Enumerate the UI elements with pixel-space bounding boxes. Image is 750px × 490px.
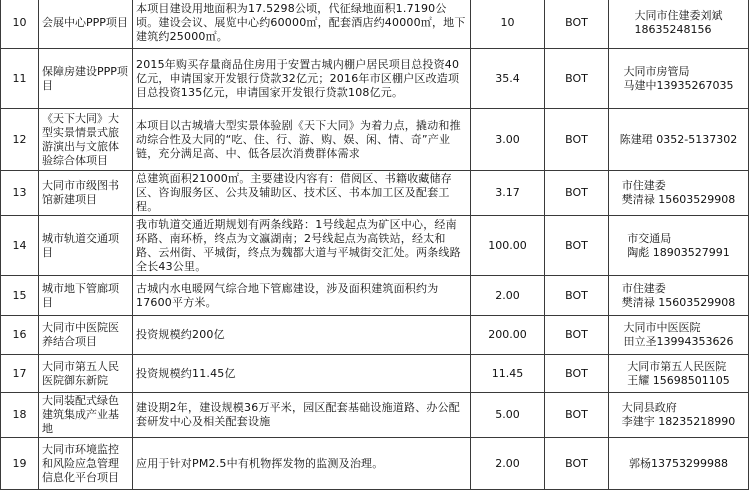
row-number: 16: [1, 316, 39, 355]
contact-cell: [609, 171, 749, 216]
investment-amount: 3.17: [471, 171, 545, 216]
contact-line1: 大同市第五人民医院: [627, 359, 727, 373]
cooperation-mode: BOT: [545, 216, 609, 276]
investment-amount: 35.4: [471, 49, 545, 109]
project-content: 本项目建设用地面积为17.5298公顷，代征绿地面积1.7190公顷。建设会议、展览中心约60000㎡，配套酒店约40000㎡，地下建筑约25000㎡。: [133, 0, 471, 49]
contact-line2: 马建中13935267035: [623, 78, 734, 92]
investment-amount: 2.00: [471, 438, 545, 490]
row-number: 12: [1, 109, 39, 171]
contact-cell: [609, 49, 749, 109]
investment-amount: 5.00: [471, 393, 545, 438]
project-name: 会展中心PPP项目: [39, 0, 133, 49]
contact-cell: [609, 316, 749, 355]
contact-cell: [609, 393, 749, 438]
project-content: 古城内水电暖网气综合地下管廊建设，涉及面积建筑面积约为17600平方米。: [133, 276, 471, 316]
contact-line2: 王耀 15698501105: [627, 373, 730, 387]
project-name: 大同装配式绿色建筑集成产业基地: [39, 393, 133, 438]
contact-cell: [609, 216, 749, 276]
row-number: 17: [1, 355, 39, 393]
project-content: 投资规模约11.45亿: [133, 355, 471, 393]
row-number: 10: [1, 0, 39, 49]
table-row: [1, 0, 749, 49]
contact-line2: 陶彪 18903527991: [627, 245, 730, 259]
investment-amount: 100.00: [471, 216, 545, 276]
table-row: [1, 316, 749, 355]
project-content: 2015年购买存量商品住房用于安置古城内棚户居民项目总投资40亿元，申请国家开发银行贷款32亿元；2016年市区棚户区改造项目总投资135亿元，申请国家开发银行贷款108亿元。: [133, 49, 471, 109]
contact-line2: 田立圣13994353626: [623, 335, 734, 348]
row-number: 13: [1, 171, 39, 216]
table-row: [1, 438, 749, 490]
contact-line2: 樊清禄 15603529908: [621, 295, 736, 309]
cooperation-mode: BOT: [545, 393, 609, 438]
contact-cell: [609, 0, 749, 49]
contact-line1: 市住建委: [621, 281, 666, 295]
table-row: [1, 355, 749, 393]
cooperation-mode: BOT: [545, 276, 609, 316]
cooperation-mode: BOT: [545, 438, 609, 490]
contact-line1: 郭杨13753299988: [629, 456, 728, 470]
project-name: 大同市第五人民医院御东新院: [39, 355, 133, 393]
contact-line1: 大同市住建委刘斌: [634, 8, 723, 22]
row-number: 15: [1, 276, 39, 316]
contact-line1: 市交通局: [627, 231, 672, 245]
cooperation-mode: BOT: [545, 171, 609, 216]
project-name: 大同市市级图书馆新建项目: [39, 171, 133, 216]
table-row: [1, 393, 749, 438]
project-name: 大同市中医院医养结合项目: [39, 316, 133, 355]
contact-line2: 18635248156: [634, 22, 712, 36]
contact-line1: 大同县政府: [621, 401, 677, 414]
project-content: 总建筑面积21000㎡。主要建设内容有：借阅区、书籍收藏储存区、咨询服务区、公共及辅助区、技术区、书本加工区及配套工程。: [133, 171, 471, 216]
investment-amount: 200.00: [471, 316, 545, 355]
contact-line1: 大同市中医医院: [623, 321, 701, 334]
investment-amount: 10: [471, 0, 545, 49]
project-content: 投资规模约200亿: [133, 316, 471, 355]
investment-amount: 2.00: [471, 276, 545, 316]
contact-line1: 陈建珺 0352-5137302: [619, 132, 738, 146]
cooperation-mode: BOT: [545, 109, 609, 171]
table-row: [1, 276, 749, 316]
contact-cell: [609, 109, 749, 171]
project-content: 建设期2年，建设规模36万平米，园区配套基础设施道路、办公配套研发中心及相关配套设施: [133, 393, 471, 438]
cooperation-mode: BOT: [545, 316, 609, 355]
investment-amount: 3.00: [471, 109, 545, 171]
contact-line2: 樊清禄 15603529908: [621, 193, 736, 206]
contact-line1: 大同市房管局: [623, 64, 690, 78]
row-number: 11: [1, 49, 39, 109]
investment-amount: 11.45: [471, 355, 545, 393]
project-name: 《天下大同》大型实景情景式旅游演出与文旅体验综合体项目: [39, 109, 133, 171]
row-number: 19: [1, 438, 39, 490]
contact-line1: 市住建委: [621, 179, 666, 192]
contact-cell: [609, 438, 749, 490]
table-row: [1, 109, 749, 171]
cooperation-mode: BOT: [545, 355, 609, 393]
project-content: 应用于针对PM2.5中有机物挥发物的监测及治理。: [133, 438, 471, 490]
contact-line2: 李建宇 18235218990: [621, 415, 736, 428]
table-row: [1, 49, 749, 109]
table-row: [1, 216, 749, 276]
project-name: 大同市环境监控和风险应急管理信息化平台项目: [39, 438, 133, 490]
project-content: 本项目以古城墙大型实景体验剧《天下大同》为着力点，撬动和推动综合性及大同的“吃、住、行、游、购、娱、闲、情、奇”产业链，充分满足高、中、低各层次消费群体需求: [133, 109, 471, 171]
cooperation-mode: BOT: [545, 0, 609, 49]
project-content: 我市轨道交通近期规划有两条线路：1号线起点为矿区中心，经南环路、南环桥，终点为文瀛湖南；2号线起点为高铁站，经太和路、云州街、平城街，终点为魏都大道与平城街交汇处。两条线路全长43公里。: [133, 216, 471, 276]
row-number: 14: [1, 216, 39, 276]
table-row: [1, 171, 749, 216]
project-name: 城市轨道交通项目: [39, 216, 133, 276]
project-name: 保障房建设PPP项目: [39, 49, 133, 109]
contact-cell: [609, 355, 749, 393]
row-number: 18: [1, 393, 39, 438]
contact-cell: [609, 276, 749, 316]
project-name: 城市地下管廊项目: [39, 276, 133, 316]
cooperation-mode: BOT: [545, 49, 609, 109]
